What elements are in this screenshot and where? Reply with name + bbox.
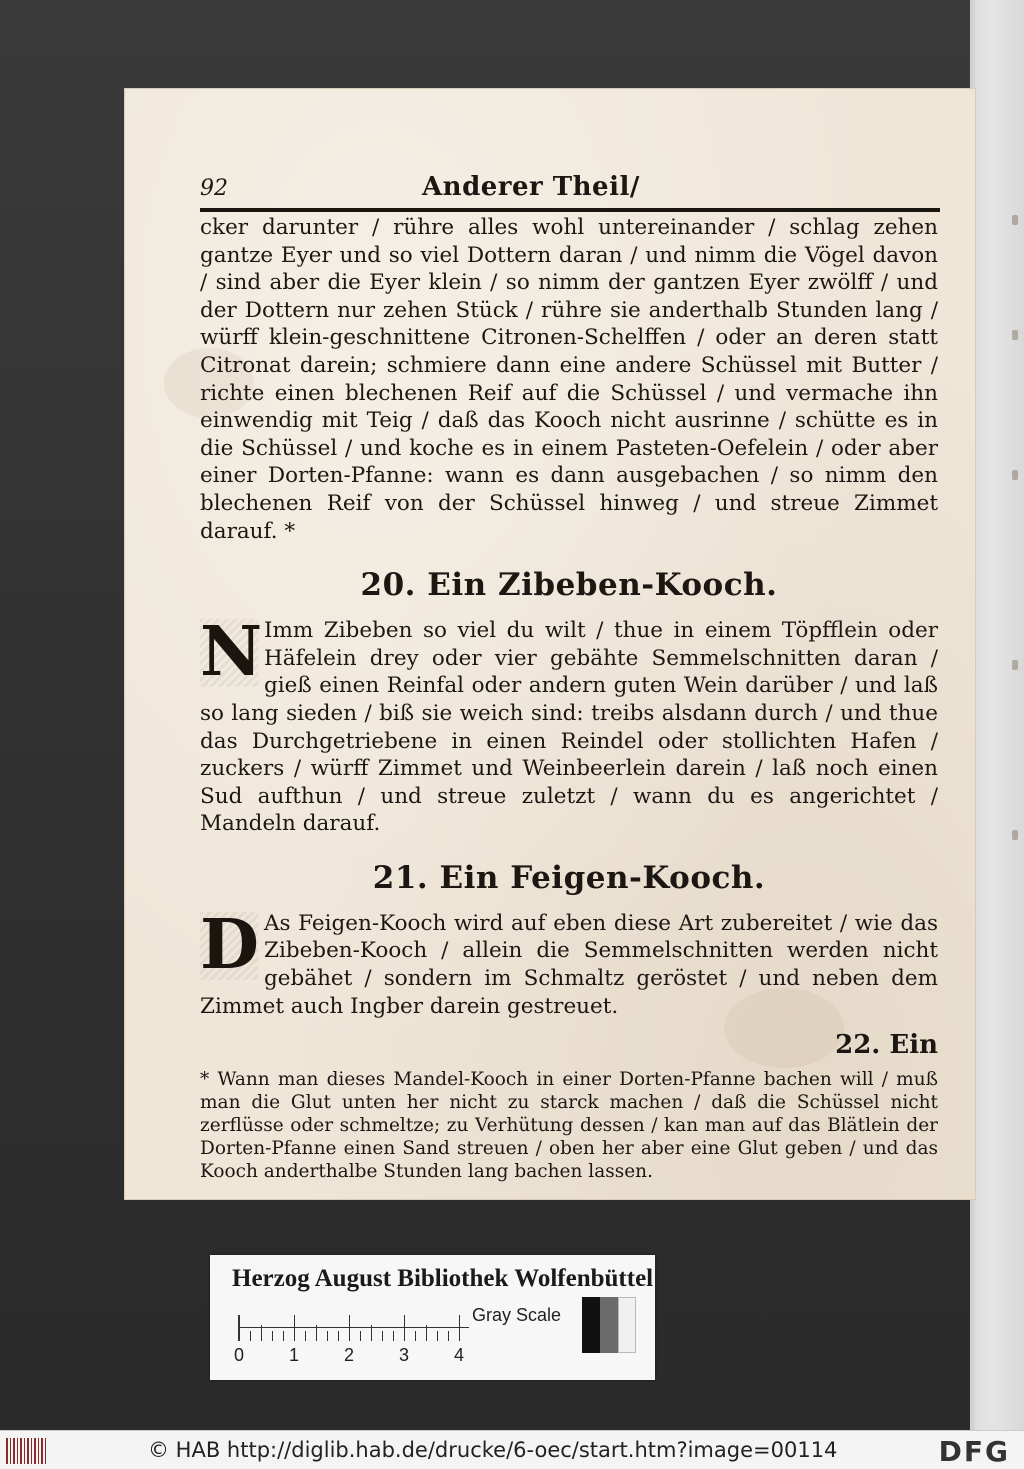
- section-text: As Feigen-Kooch wird auf eben diese Art zubereitet / wie das Zibeben-Kooch / allein die Semmelschnitten werden nicht gebähet / sondern im Schmaltz geröstet / und neben dem Zimmet auch Ingber darein gestreuet.: [200, 910, 938, 1019]
- ruler-tick: [415, 1331, 416, 1341]
- ruler-tick: [393, 1331, 394, 1341]
- footnote: * Wann man dieses Mandel-Kooch in einer Dorten-Pfanne bachen will / muß man die Glut unten her nicht zu starck machen / daß die Schüssel nicht zerflüsse oder schmeltze; zu Verhütung dessen / kan man auf das Blätlein der Dorten-Pfanne einen Sand streuen / oben her aber eine Glut geben / und das Kooch anderthalbe Stunden lang bachen lassen.: [200, 1069, 938, 1183]
- ruler-tick: [437, 1331, 438, 1341]
- section-title-feigen: 21. Ein Feigen-Kooch.: [372, 859, 766, 896]
- section-body-feigen: [200, 904, 938, 1020]
- ruler-tick: [272, 1331, 273, 1341]
- ruler-line: [239, 1327, 469, 1328]
- ruler-tick: [404, 1315, 405, 1341]
- ruler-number: 2: [344, 1345, 355, 1365]
- section-body-zibeben: [200, 612, 938, 838]
- running-head: Anderer Theil/: [422, 172, 640, 202]
- viewer-footer: [0, 1430, 1024, 1469]
- facing-page-mark: [1012, 215, 1018, 225]
- ruler-tick: [327, 1331, 328, 1341]
- ruler-tick: [250, 1331, 251, 1341]
- ruler-tick: [294, 1315, 295, 1341]
- facing-page-mark: [1012, 660, 1018, 670]
- dfg-logo: DFG: [938, 1435, 1010, 1468]
- header-rule: [200, 208, 940, 212]
- ruler-number: 0: [234, 1345, 245, 1365]
- ruler-tick: [261, 1325, 262, 1341]
- ruler-tick: [283, 1331, 284, 1341]
- ruler-tick: [371, 1325, 372, 1341]
- ruler-tick: [448, 1331, 449, 1341]
- page-header: [200, 172, 940, 212]
- decorated-initial: D: [200, 904, 259, 985]
- section-text: Imm Zibeben so viel du wilt / thue in einem Töpfflein oder Häfelein drey oder vier gebähte Semmelschnitten daran / gieß einen Reinfal oder andern guten Wein darüber / und laß so lang sieden / biß sie weich sind: treibs alsdann durch / und thue das Durchgetriebene in einen Reindel oder stollichten Hafen / zuckers / würff Zimmet und Weinbeerlein darein / laß noch einen Sud aufthun / und streue zuletzt / wann du es angerichtet / Mandeln darauf.: [200, 618, 938, 837]
- source-link[interactable]: © HAB http://diglib.hab.de/drucke/6-oec/start.htm?image=00114: [148, 1438, 838, 1462]
- ruler-tick: [316, 1325, 317, 1341]
- gray-swatch-mid: [600, 1297, 618, 1353]
- library-color-strip: [210, 1255, 655, 1380]
- page-number: 92: [200, 176, 228, 201]
- ruler-tick: [360, 1331, 361, 1341]
- facing-page-mark: [1012, 470, 1018, 480]
- ruler-tick: [459, 1315, 460, 1341]
- ruler-number: 4: [454, 1345, 465, 1365]
- decorated-initial: N: [200, 612, 263, 693]
- measurement-ruler: [238, 1315, 469, 1341]
- ruler-tick: [338, 1331, 339, 1341]
- facing-page-mark: [1012, 830, 1018, 840]
- ruler-tick: [239, 1315, 240, 1341]
- library-name: Herzog August Bibliothek Wolfenbüttel: [232, 1265, 654, 1292]
- section-title-zibeben: 20. Ein Zibeben-Kooch.: [360, 567, 778, 604]
- ruler-number: 3: [399, 1345, 410, 1365]
- gray-swatch-black: [582, 1297, 600, 1353]
- facing-page-mark: [1012, 330, 1018, 340]
- gray-scale-label: Gray Scale: [472, 1305, 562, 1325]
- intro-paragraph: cker darunter / rühre alles wohl untereinander / schlag zehen gantze Eyer und so viel Dottern daran / und nimm die Vögel davon / sind aber die Eyer klein / so nimm der gantzen Eyer zwölff / und der Dottern nur zehen Stück / rühre sie anderthalb Stunden lang / würff klein-geschnittene Citronen-Schelffen / oder an deren statt Citronat darein; schmiere dann eine andere Schüssel mit Butter / richte einen blechenen Reif auf die Schüssel / und vermache ihn einwendig mit Teig / daß das Kooch nicht ausrinne / schütte es in die Schüssel / und koche es in einem Pasteten-Oefelein / oder aber einer Dorten-Pfanne: wann es dann ausgebachen / so nimm den blechenen Reif von der Schüssel hinweg / und streue Zimmet darauf. *: [200, 215, 938, 544]
- page-text-block: [200, 172, 938, 1183]
- ruler-number: 1: [289, 1345, 300, 1365]
- ruler-tick: [305, 1331, 306, 1341]
- ruler-tick: [382, 1331, 383, 1341]
- catchword: 22. Ein: [835, 1030, 938, 1061]
- ruler-tick: [349, 1315, 350, 1341]
- ruler-tick: [426, 1325, 427, 1341]
- barcode-icon: [6, 1438, 46, 1464]
- gray-swatch-white: [618, 1297, 636, 1353]
